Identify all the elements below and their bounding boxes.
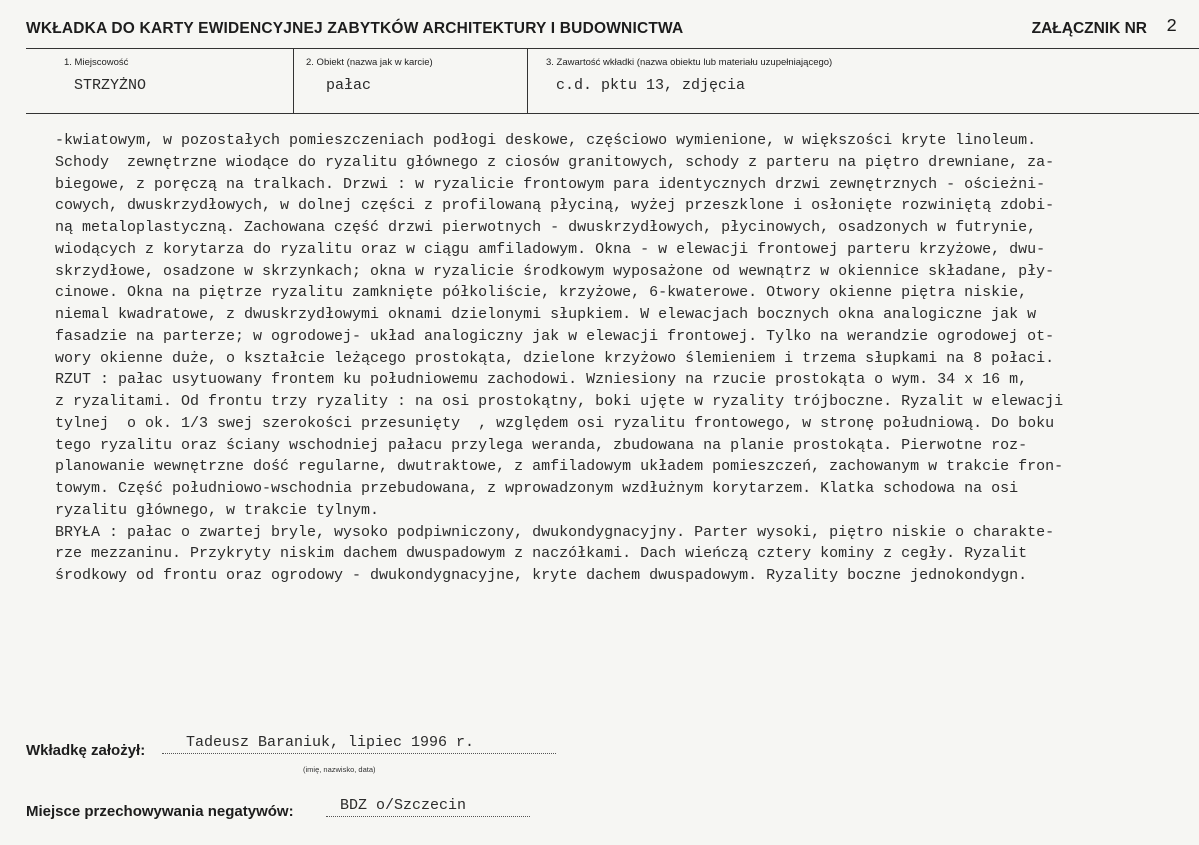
- text-line: towym. Część południowo-wschodnia przebudowana, z wprowadzonym wzdłużnym korytarzem. Klatka schodowa na osi: [55, 480, 1019, 497]
- text-line: ną metaloplastyczną. Zachowana część drzwi pierwotnych - dwuskrzydłowych, płycinowych, osadzonych w futrynie,: [55, 219, 1037, 236]
- text-line: cinowe. Okna na piętrze ryzalitu zamknięte półkoliście, krzyżowe, 6-kwaterowe. Otwory okienne piętra niskie,: [55, 284, 1028, 302]
- negatives-label: Miejsce przechowywania negatywów:: [26, 803, 294, 820]
- text-line: Schody zewnętrzne wiodące do ryzalitu głównego z ciosów granitowych, schody z parteru na piętro drewniane, za-: [55, 153, 1055, 171]
- negatives-value: BDZ o/Szczecin: [326, 797, 530, 817]
- text-line: BRYŁA : pałac o zwartej bryle, wysoko podpiwniczony, dwukondygnacyjny. Parter wysoki, piętro niskie o charakte-: [55, 523, 1055, 541]
- negatives-row: [26, 797, 467, 820]
- text-line: tylnej o ok. 1/3 swej szerokości przesunięty , względem osi ryzalitu frontowego, w stronę południową. Do boku: [55, 414, 1055, 432]
- typed-description: [55, 130, 1199, 587]
- text-line: -kwiatowym, w pozostałych pomieszczeniach podłogi deskowe, częściowo wymienione, w większości kryte linoleum.: [55, 132, 1037, 149]
- locality-label: 1. Miejscowość: [64, 57, 129, 68]
- text-line: wory okienne duże, o kształcie leżącego prostokąta, dzielone krzyżowo ślemieniem i trzema słupkami na 8 połaci.: [55, 349, 1055, 367]
- text-line: cowych, dwuskrzydłowych, w dolnej części z profilowaną płyciną, wyżej przeszklone i osłonięte rozwiniętą zdobi-: [55, 197, 1055, 215]
- object-label: 2. Obiekt (nazwa jak w karcie): [306, 57, 433, 68]
- text-line: niemal kwadratowe, z dwuskrzydłowymi oknami dzielonymi słupkiem. W elewacjach bocznych okna analogiczne jak w: [55, 306, 1037, 323]
- annex-label: ZAŁĄCZNIK NR: [1031, 20, 1147, 37]
- founder-hint: (imię, nazwisko, data): [303, 765, 376, 774]
- object-field: [294, 49, 528, 113]
- annex-number: 2: [1166, 17, 1177, 37]
- text-line: skrzydłowe, osadzone w skrzynkach; okna w ryzalicie środkowym wyposażone od wewnątrz w okiennice składane, pły-: [55, 262, 1055, 280]
- text-line: ryzalitu głównego, w trakcie tylnym.: [55, 501, 380, 519]
- form-title: WKŁADKA DO KARTY EWIDENCYJNEJ ZABYTKÓW ARCHITEKTURY I BUDOWNICTWA: [26, 20, 684, 37]
- founder-label: Wkładkę założył:: [26, 742, 146, 759]
- content-label: 3. Zawartość wkładki (nazwa obiektu lub materiału uzupełniającego): [546, 57, 833, 68]
- text-line: planowanie wewnętrzne dość regularne, dwutraktowe, z amfiladowym układem pomieszczeń, zachowanym w trakcie fron-: [55, 458, 1064, 476]
- text-line: z ryzalitami. Od frontu trzy ryzality : na osi prostokątny, boki ujęte w ryzality trójboczne. Ryzalit w elewacji: [55, 393, 1064, 410]
- header-fields-table: [26, 48, 1199, 114]
- text-line: fasadzie na parterze; w ogrodowej- układ analogiczny jak w elewacji frontowej. Tylko na werandzie ogrodowej ot-: [55, 327, 1055, 345]
- text-line: wiodących z korytarza do ryzalitu oraz w ciągu amfiladowym. Okna - w elewacji frontowej parteru krzyżowe, dwu-: [55, 240, 1046, 258]
- text-line: rze mezzaninu. Przykryty niskim dachem dwuspadowym z naczółkami. Dach wieńczą cztery kominy z cegły. Ryzalit: [55, 545, 1028, 563]
- text-line: biegowe, z poręczą na tralkach. Drzwi : w ryzalicie frontowym para identycznych drzwi zewnętrznych - ościeżni-: [55, 175, 1046, 193]
- locality-value: STRZYŻNO: [74, 77, 147, 94]
- founder-value: Tadeusz Baraniuk, lipiec 1996 r.: [162, 734, 556, 754]
- text-line: środkowy od frontu oraz ogrodowy - dwukondygnacyjne, kryte dachem dwuspadowym. Ryzality boczne jednokondygn.: [55, 567, 1028, 584]
- object-value: pałac: [326, 77, 372, 94]
- founder-row: [26, 734, 475, 759]
- locality-field: [26, 49, 294, 113]
- text-line: RZUT : pałac usytuowany frontem ku południowemu zachodowi. Wzniesiony na rzucie prostokąta o wym. 34 x 16 m,: [55, 371, 1028, 389]
- content-value: c.d. pktu 13, zdjęcia: [556, 77, 746, 94]
- content-field: [528, 49, 1199, 113]
- text-line: tego ryzalitu oraz ściany wschodniej pałacu przylega weranda, zbudowana na planie prostokąta. Pierwotne roz-: [55, 436, 1028, 454]
